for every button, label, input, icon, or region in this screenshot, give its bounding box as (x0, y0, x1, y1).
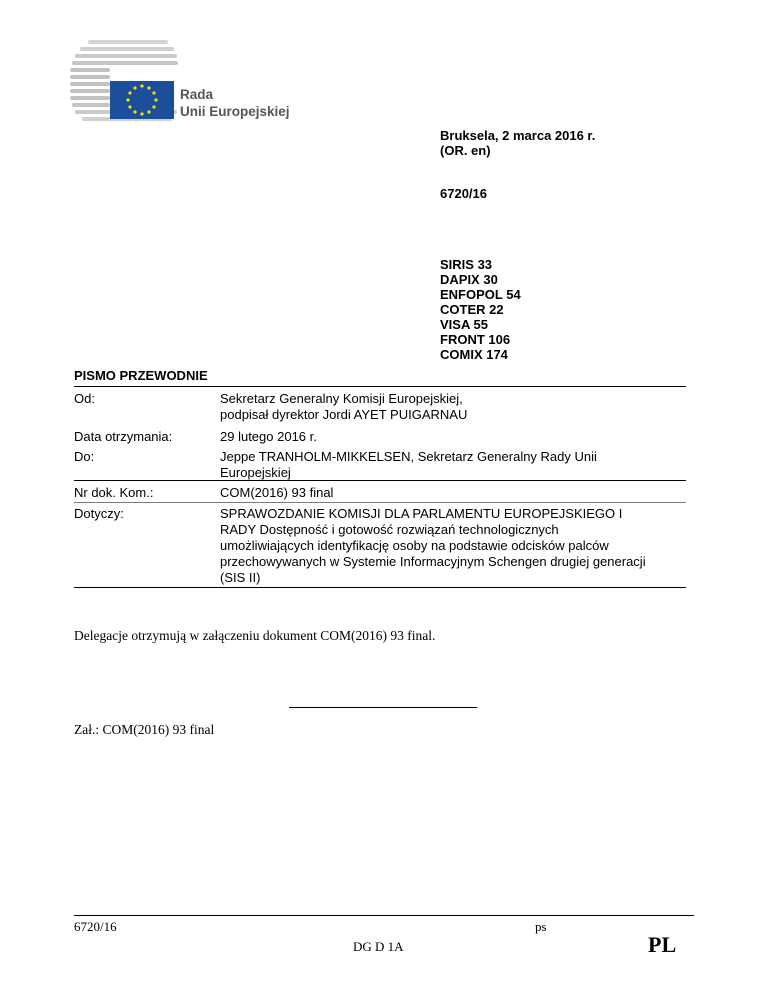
value-line: Sekretarz Generalny Komisji Europejskiej, (220, 391, 463, 406)
footer-language: PL (648, 932, 677, 957)
row-value-com-number (220, 485, 690, 501)
attachment-note: Zał.: COM(2016) 93 final (74, 722, 215, 737)
row-value-to (220, 449, 690, 481)
logo-line-2: Unii Europejskiej (180, 104, 290, 119)
row-label-com-number: Nr dok. Kom.: (74, 485, 154, 500)
row-value-subject (220, 506, 690, 586)
value-line: umożliwiających identyfikację osoby na podstawie odcisków palców (220, 538, 609, 553)
value-line: RADY Dostępność i gotowość rozwiązań technologicznych (220, 522, 559, 537)
table-top-rule (74, 386, 686, 387)
place-date-block (440, 128, 595, 158)
row-label-date-received: Data otrzymania: (74, 429, 173, 444)
row-label-from: Od: (74, 391, 95, 406)
row-label-to: Do: (74, 449, 95, 464)
code-item: ENFOPOL 54 (440, 287, 521, 302)
value-line: SPRAWOZDANIE KOMISJI DLA PARLAMENTU EUROPEJSKIEGO I (220, 506, 623, 521)
row-label-subject: Dotyczy: (74, 506, 124, 521)
footer-initials: ps (535, 919, 547, 934)
code-item: SIRIS 33 (440, 257, 493, 272)
letter-title: PISMO PRZEWODNIE (74, 368, 208, 383)
logo-text (180, 86, 290, 120)
row-value-date-received (220, 429, 690, 445)
value-line: Jeppe TRANHOLM-MIKKELSEN, Sekretarz Generalny Rady Unii (220, 449, 597, 464)
value-line: podpisał dyrektor Jordi AYET PUIGARNAU (220, 407, 468, 422)
footer-department: DG D 1A (353, 939, 404, 954)
code-item: FRONT 106 (440, 332, 511, 347)
code-item: COMIX 174 (440, 347, 508, 362)
value-line: COM(2016) 93 final (220, 485, 334, 500)
document-number (440, 186, 487, 201)
value-line: 29 lutego 2016 r. (220, 429, 317, 444)
value-line: (SIS II) (220, 570, 261, 585)
footer-rule (74, 915, 694, 916)
code-item: DAPIX 30 (440, 272, 498, 287)
logo-line-1: Rada (180, 87, 214, 102)
doc-number: 6720/16 (440, 186, 487, 201)
classification-codes (440, 257, 521, 362)
row-value-from (220, 391, 690, 423)
separator-line (289, 707, 477, 708)
code-item: VISA 55 (440, 317, 488, 332)
original-language: (OR. en) (440, 143, 491, 158)
body-paragraph: Delegacje otrzymują w załączeniu dokument COM(2016) 93 final. (74, 628, 436, 643)
code-item: COTER 22 (440, 302, 504, 317)
place-date: Bruksela, 2 marca 2016 r. (440, 128, 596, 143)
value-line: Europejskiej (220, 465, 291, 480)
table-rule (74, 502, 686, 503)
table-rule (74, 480, 686, 481)
footer-doc-number: 6720/16 (74, 919, 117, 934)
value-line: przechowywanych w Systemie Informacyjnym Schengen drugiej generacji (220, 554, 646, 569)
table-bottom-rule (74, 587, 686, 588)
